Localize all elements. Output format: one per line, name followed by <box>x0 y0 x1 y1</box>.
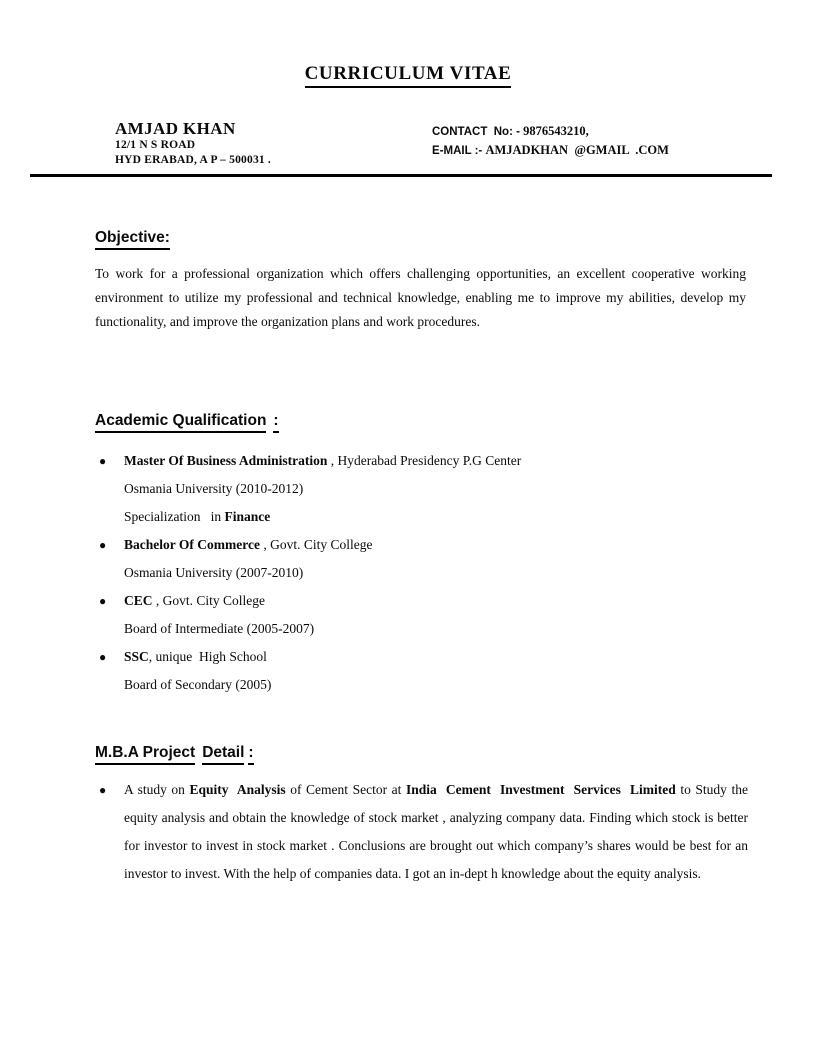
project-heading-colon: : <box>248 744 253 765</box>
email-row <box>432 141 669 160</box>
project-description-item <box>95 776 748 888</box>
qualification-title: CEC , Govt. City College <box>124 593 266 608</box>
header-contact-block <box>432 122 669 160</box>
bullet-icon: ● <box>99 650 107 664</box>
academic-item-ssc <box>95 643 735 699</box>
address-line-1: 12/1 N S ROAD <box>115 139 196 151</box>
project-heading-part1: M.B.A Project <box>95 744 195 765</box>
bullet-icon: ● <box>99 594 107 608</box>
academic-heading-text: Academic Qualification <box>95 412 266 433</box>
mba-project-heading <box>95 744 254 765</box>
academic-heading-colon: : <box>273 412 278 433</box>
qualification-title: SSC, unique High School <box>124 649 267 664</box>
qualification-row <box>95 643 735 671</box>
contact-number: 9876543210, <box>523 124 589 138</box>
academic-item-cec <box>95 587 735 643</box>
academic-qualification-heading <box>95 412 279 433</box>
document-title <box>0 63 816 88</box>
academic-item-bcom <box>95 531 735 587</box>
contact-number-row <box>432 122 669 141</box>
document-title-text: CURRICULUM VITAE <box>305 63 512 88</box>
contact-label: CONTACT No: - <box>432 126 524 138</box>
bullet-icon: ● <box>99 454 107 468</box>
qualification-detail: Osmania University (2010-2012) <box>124 481 304 496</box>
qualification-detail: Board of Intermediate (2005-2007) <box>124 621 315 636</box>
header-divider-line <box>30 174 772 177</box>
person-name: AMJAD KHAN <box>115 119 236 138</box>
objective-paragraph: To work for a professional organization which offers challenging opportunities, an excellent cooperative working environment to utilize my professional and technical knowledge, enabling me to improve my abilities, develop my functionality, and improve the organization plans and work procedures. <box>95 266 746 329</box>
project-heading-part2: Detail <box>202 744 244 765</box>
qualification-title: Master Of Business Administration , Hyderabad Presidency P.G Center <box>124 453 522 468</box>
project-description-text: A study on Equity Analysis of Cement Sector at India Cement Investment Services Limited to Study the equity analysis and obtain the knowledge of stock market , analyzing company data. Finding which stock is better for investor to invest in stock market . Conclusions are brought out which company’s shares would be best for an investor to invest. With the help of companies data. I got an in-dept h knowledge about the equity analysis. <box>124 782 748 881</box>
address-line-2: HYD ERABAD, A P – 500031 . <box>115 154 271 166</box>
qualification-detail: Board of Secondary (2005) <box>124 677 272 692</box>
header-name-block <box>115 119 271 168</box>
qualification-row <box>95 447 735 475</box>
email-address: AMJADKHAN @GMAIL .COM <box>485 143 669 157</box>
qualification-specialization: Specialization in Finance <box>124 509 271 524</box>
academic-item-mba <box>95 447 735 531</box>
bullet-icon: ● <box>99 783 107 797</box>
qualification-row <box>95 531 735 559</box>
qualification-row <box>95 587 735 615</box>
objective-heading <box>95 229 170 250</box>
academic-qualification-list <box>95 447 735 699</box>
email-label: E-MAIL :- <box>432 145 486 157</box>
bullet-icon: ● <box>99 538 107 552</box>
objective-heading-text: Objective: <box>95 229 170 250</box>
qualification-title: Bachelor Of Commerce , Govt. City College <box>124 537 373 552</box>
qualification-detail: Osmania University (2007-2010) <box>124 565 304 580</box>
